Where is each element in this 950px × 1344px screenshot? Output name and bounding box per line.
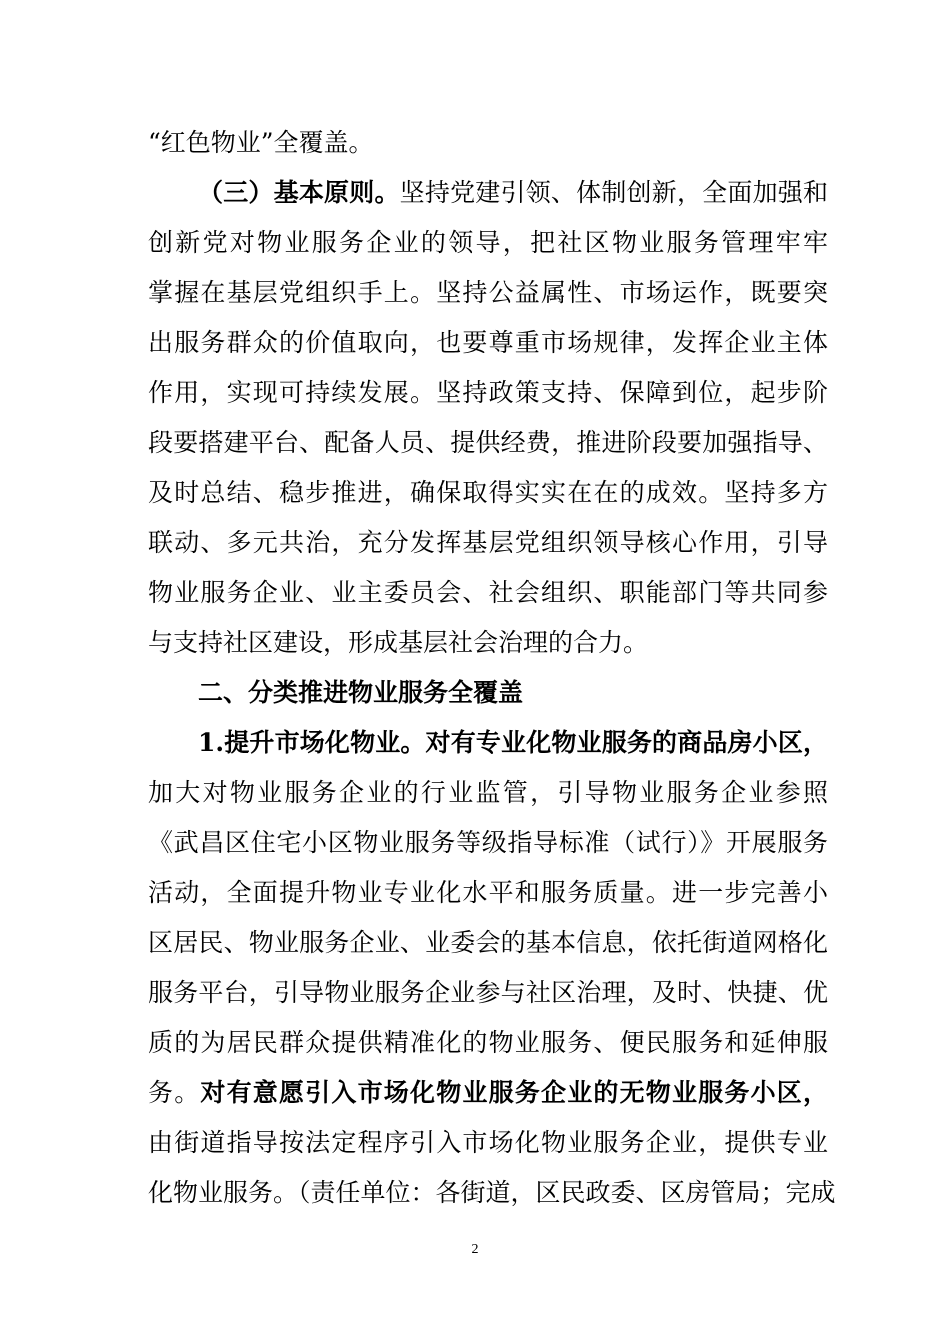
paragraph-line: 掌握在基层党组织手上。坚持公益属性、市场运作，既要突 (148, 278, 828, 307)
bold-sentence: 对有意愿引入市场化物业服务企业的无物业服务小区， (200, 1078, 828, 1107)
paragraph-line: 及时总结、稳步推进，确保取得实实在在的成效。坚持多方 (148, 478, 828, 507)
paragraph-line: 创新党对物业服务企业的领导，把社区物业服务管理牢牢 (148, 228, 828, 257)
paragraph-line: 联动、多元共治，充分发挥基层党组织领导核心作用，引导 (148, 528, 828, 557)
paragraph-line: 质的为居民群众提供精准化的物业服务、便民服务和延伸服 (148, 1028, 828, 1057)
section-heading-bold: （三）基本原则。 (198, 178, 400, 207)
paragraph-line: 加大对物业服务企业的行业监管，引导物业服务企业参照 (148, 778, 828, 807)
paragraph-line: 出服务群众的价值取向，也要尊重市场规律，发挥企业主体 (148, 328, 828, 357)
paragraph-line: 作用，实现可持续发展。坚持政策支持、保障到位，起步阶 (148, 378, 828, 407)
paragraph-line: 化物业服务。（责任单位：各街道，区民政委、区房管局；完成 (148, 1178, 836, 1207)
paragraph-line: 与支持社区建设，形成基层社会治理的合力。 (148, 628, 649, 657)
paragraph-line (148, 118, 828, 168)
paragraph-line: 区居民、物业服务企业、业委会的基本信息，依托街道网格化 (148, 928, 828, 957)
section-heading-line (198, 168, 828, 218)
paragraph-line (148, 1068, 828, 1118)
paragraph-line: 服务平台，引导物业服务企业参与社区治理，及时、快捷、优 (148, 978, 828, 1007)
paragraph-line: 物业服务企业、业主委员会、社会组织、职能部门等共同参 (148, 578, 828, 607)
paragraph-line: 《武昌区住宅小区物业服务等级指导标准（试行）》开展服务 (148, 828, 828, 857)
line-text: “红色物业”全覆盖。 (148, 128, 374, 157)
paragraph-line: 段要搭建平台、配备人员、提供经费，推进阶段要加强指导、 (148, 428, 828, 457)
item-heading-bold: 1.提升市场化物业。对有专业化物业服务的商品房小区， (198, 728, 828, 757)
paragraph-line: 活动，全面提升物业专业化水平和服务质量。进一步完善小 (148, 878, 828, 907)
line-text: 务。 (148, 1078, 201, 1107)
chapter-heading: 二、分类推进物业服务全覆盖 (198, 678, 524, 707)
page-number: 2 (471, 1242, 479, 1257)
line-text: 坚持党建引领、体制创新，全面加强和 (399, 178, 828, 207)
paragraph-line: 由街道指导按法定程序引入市场化物业服务企业，提供专业 (148, 1128, 828, 1157)
